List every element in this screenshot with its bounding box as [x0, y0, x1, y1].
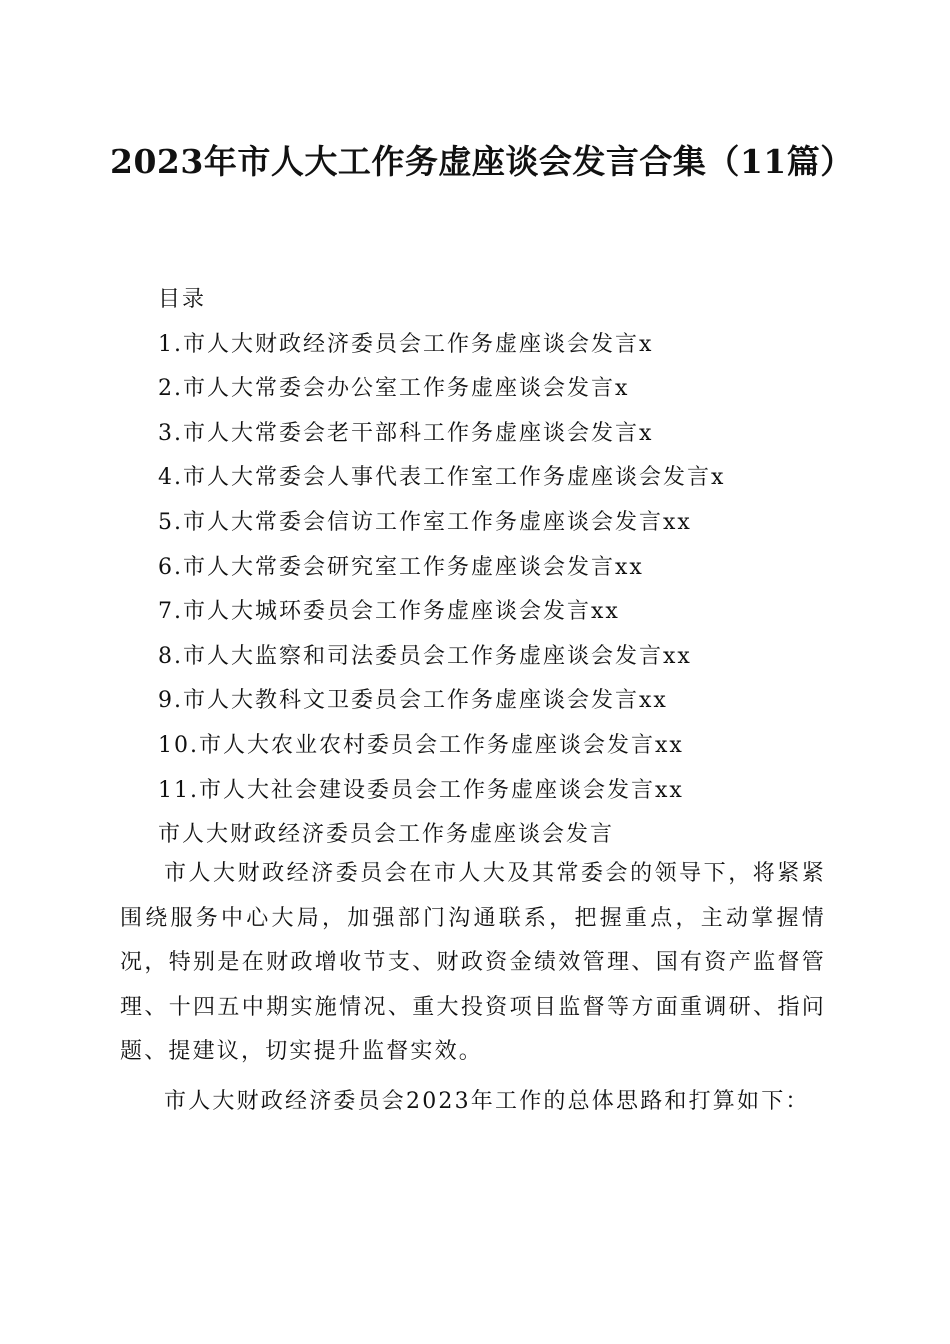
- toc-item: 3.市人大常委会老干部科工作务虚座谈会发言x: [158, 420, 654, 446]
- toc-item: 11.市人大社会建设委员会工作务虚座谈会发言xx: [158, 777, 684, 803]
- toc-item: 9.市人大教科文卫委员会工作务虚座谈会发言xx: [158, 688, 668, 714]
- toc-item: 6.市人大常委会研究室工作务虚座谈会发言xx: [158, 554, 644, 580]
- document-title: 2023年市人大工作务虚座谈会发言合集（11篇）: [110, 142, 854, 181]
- body-paragraph: 市人大财政经济委员会2023年工作的总体思路和打算如下：: [164, 1089, 810, 1114]
- toc-item: 4.市人大常委会人事代表工作室工作务虚座谈会发言x: [158, 465, 726, 491]
- toc-item: 7.市人大城环委员会工作务虚座谈会发言xx: [158, 599, 620, 625]
- toc-item: 2.市人大常委会办公室工作务虚座谈会发言x: [158, 376, 630, 402]
- section-title: 市人大财政经济委员会工作务虚座谈会发言: [158, 822, 615, 848]
- toc-heading: 目录: [158, 287, 207, 312]
- toc-item: 8.市人大监察和司法委员会工作务虚座谈会发言xx: [158, 643, 692, 669]
- body-paragraph: 市人大财政经济委员会在市人大及其常委会的领导下，将紧紧围绕服务中心大局，加强部门沟通联系，把握重点，主动掌握情况，特别是在财政增收节支、财政资金绩效管理、国有资产监督管理、十四五中期实施情况、重大投资项目监督等方面重调研、指问题、提建议，切实提升监督实效。: [120, 861, 826, 1065]
- toc-item: 10.市人大农业农村委员会工作务虚座谈会发言xx: [158, 732, 684, 758]
- table-of-contents: [158, 278, 858, 858]
- toc-item: 1.市人大财政经济委员会工作务虚座谈会发言x: [158, 331, 654, 357]
- toc-item: 5.市人大常委会信访工作室工作务虚座谈会发言xx: [158, 509, 692, 535]
